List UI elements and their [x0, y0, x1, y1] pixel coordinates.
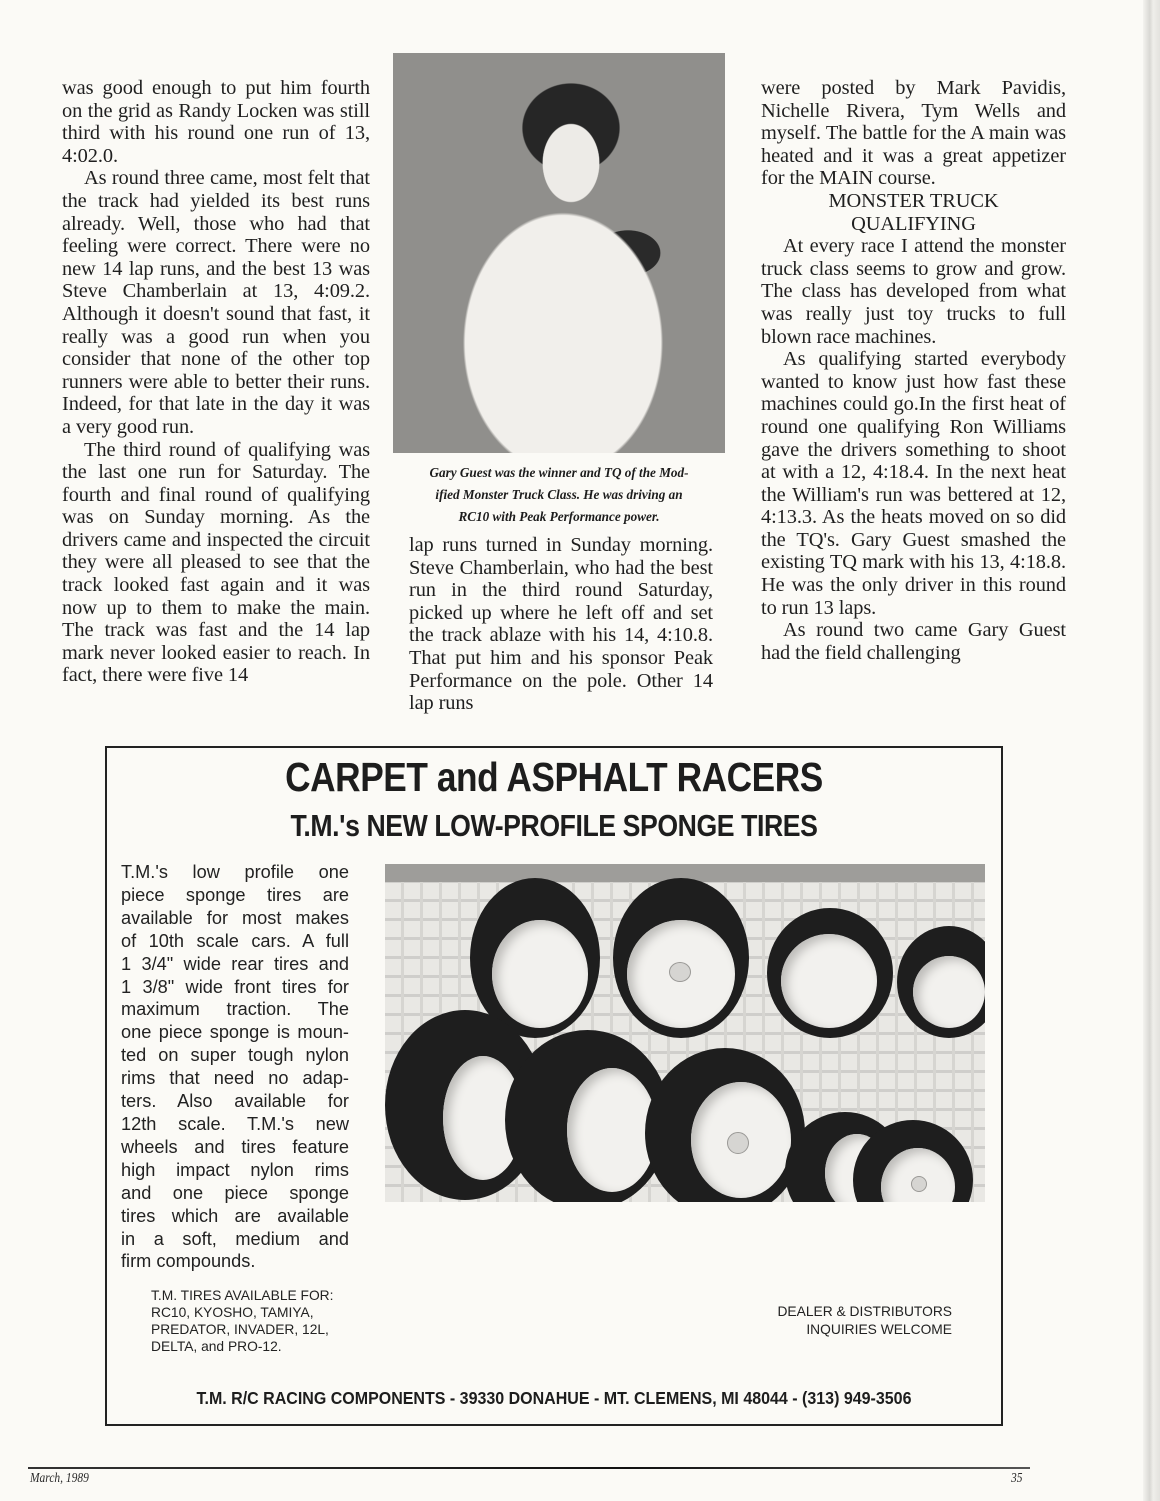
- article-paragraph: As qualifying started everybody wanted to know just how fast these machines could go.In the first heat of round one qualifying Ron Williams gave the drivers something to shoot at with a 12, 4:18.4. In the next heat the William's run was bettered at 12, 4:13.3. As the heats moved on so did the TQ's. Gary Guest smashed the existing TQ mark with his 13, 4:18.8. He was the only driver in this round to run 13 laps.: [761, 348, 1066, 619]
- article-column-1: [62, 77, 370, 687]
- dealer-line: DEALER & DISTRIBUTORS: [777, 1304, 952, 1319]
- page-number: 35: [1011, 1470, 1023, 1485]
- company-address: T.M. R/C RACING COMPONENTS - 39330 DONAHUE - MT. CLEMENS, MI 48044 - (313) 949-3506: [196, 1388, 912, 1408]
- footer-rule: [28, 1467, 1030, 1469]
- ad-body-line: in a soft, medium and: [121, 1228, 349, 1249]
- ad-body-line: maximum traction. The: [121, 999, 349, 1020]
- section-subheading: MONSTER TRUCK: [828, 189, 999, 212]
- ad-body-line: high impact nylon rims: [121, 1159, 349, 1180]
- article-paragraph: As round two came Gary Guest had the field challenging: [761, 619, 1066, 664]
- avail-line: RC10, KYOSHO, TAMIYA,: [151, 1305, 314, 1320]
- article-paragraph: As round three came, most felt that the track had yielded its best runs already. Well, those who had that feeling were correct. There were no new 14 lap runs, and the best 13 was Steve Chamberlain at 13, 4:09.2. Although it doesn't sound that fast, it really was a good run when you consider that none of the other top runners were able to better their runs. Indeed, for that late in the day it was a very good run.: [62, 167, 370, 438]
- tire-image: [505, 1030, 670, 1202]
- ad-headline: CARPET and ASPHALT RACERS: [285, 754, 823, 800]
- caption-line: ified Monster Truck Class. He was driving an: [435, 487, 683, 502]
- issue-date: March, 1989: [30, 1470, 89, 1485]
- avail-line: T.M. TIRES AVAILABLE FOR:: [151, 1288, 334, 1303]
- ad-body-line: and one piece sponge: [121, 1182, 349, 1203]
- ad-body-line: 1 3/8" wide front tires for: [121, 976, 349, 997]
- photo-gary-guest: [393, 53, 725, 453]
- tire-image: [645, 1048, 805, 1202]
- article-paragraph: lap runs turned in Sunday morning. Steve Chamberlain, who had the best run in the third round Saturday, picked up where he left off and set the track ablaze with his 14, 4:10.8. That put him and his sponsor Peak Performance on the pole. Other 14 lap runs: [409, 534, 713, 715]
- ad-body-line: ted on super tough nylon: [121, 1045, 349, 1066]
- ad-body-line: piece sponge tires are: [121, 884, 349, 905]
- tire-image: [767, 908, 893, 1038]
- ad-body-line: available for most makes: [121, 907, 349, 928]
- tire-image: [613, 878, 749, 1038]
- ad-body-line: firm compounds.: [121, 1251, 256, 1272]
- avail-line: DELTA, and PRO-12.: [151, 1339, 282, 1354]
- caption-line: Gary Guest was the winner and TQ of the Mod-: [429, 465, 689, 480]
- caption-line: RC10 with Peak Performance power.: [458, 509, 660, 524]
- tires-photo: [385, 864, 985, 1202]
- ad-body-line: T.M.'s low profile one: [121, 862, 349, 882]
- article-paragraph: At every race I attend the monster truck class seems to grow and grow. The class has developed from what was really just toy trucks to full blown race machines.: [761, 235, 1066, 348]
- section-subheading: QUALIFYING: [851, 212, 976, 235]
- photo-caption: [393, 462, 725, 528]
- dealer-notice: [742, 1303, 952, 1338]
- article-column-2: [409, 534, 713, 715]
- avail-line: PREDATOR, INVADER, 12L,: [151, 1322, 329, 1337]
- page-edge: [1143, 0, 1160, 1501]
- ad-body-line: of 10th scale cars. A full: [121, 930, 349, 951]
- ad-body-text: [121, 861, 349, 1273]
- tire-image: [897, 926, 985, 1038]
- ad-body-line: tires which are available: [121, 1205, 349, 1226]
- article-paragraph: were posted by Mark Pavidis, Nichelle Rivera, Tym Wells and myself. The battle for the A main was heated and it was a great appetizer for the MAIN course.: [761, 77, 1066, 190]
- compatible-cars-list: [151, 1287, 333, 1355]
- ad-body-line: ters. Also available for: [121, 1091, 349, 1112]
- ad-body-line: one piece sponge is moun-: [121, 1022, 349, 1043]
- article-paragraph: was good enough to put him fourth on the grid as Randy Locken was still third with his round one run of 13, 4:02.0.: [62, 77, 370, 167]
- article-paragraph: The third round of qualifying was the last one run for Saturday. The fourth and final round of qualifying was on Sunday morning. As the drivers came and inspected the circuit they were all pleased to see that the track looked fast again and it was now up to them to make the main. The track was fast and the 14 lap mark never looked easier to reach. In fact, there were five 14: [62, 438, 370, 687]
- ad-subheadline: T.M.'s NEW LOW-PROFILE SPONGE TIRES: [290, 808, 818, 843]
- ad-body-line: rims that need no adap-: [121, 1068, 349, 1089]
- ad-body-line: 1 3/4" wide rear tires and: [121, 953, 349, 974]
- dealer-line: INQUIRIES WELCOME: [806, 1321, 952, 1337]
- tire-advertisement: [105, 746, 1003, 1426]
- ad-body-line: 12th scale. T.M.'s new: [121, 1113, 349, 1134]
- ad-body-line: wheels and tires feature: [121, 1136, 349, 1157]
- article-column-3: [761, 77, 1066, 664]
